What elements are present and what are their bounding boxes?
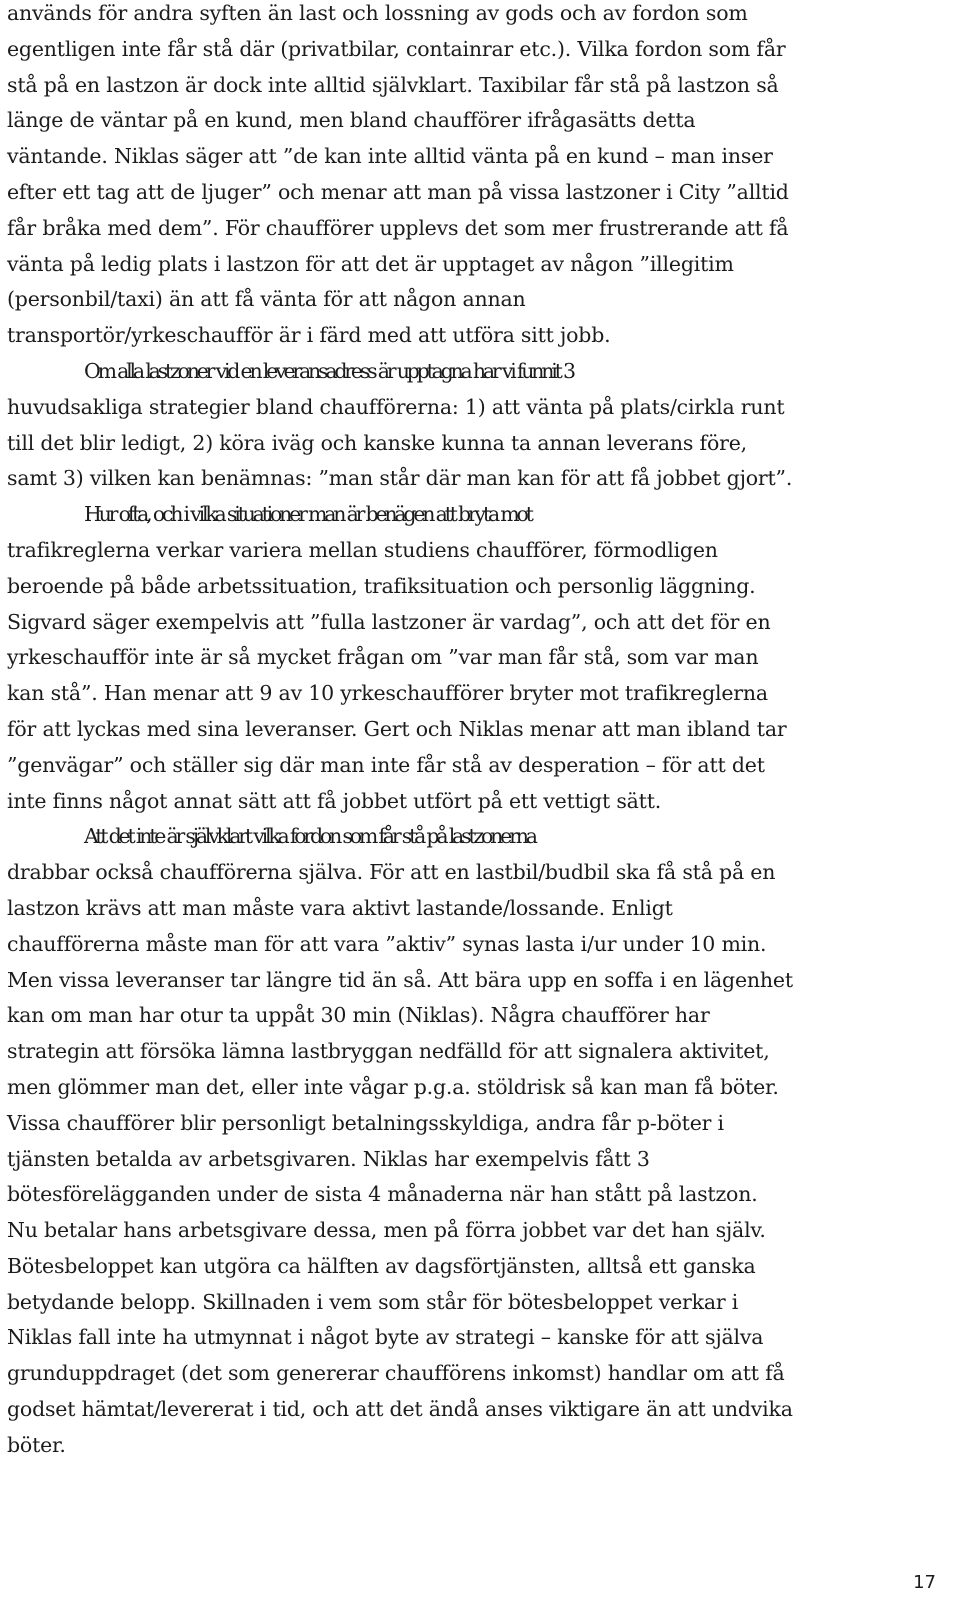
text-line: chaufförerna måste man för att vara ”aktiv” synas lasta i/ur under 10 min. <box>7 931 767 956</box>
text-line: för att lyckas med sina leveranser. Gert och Niklas menar att man ibland tar <box>7 716 787 741</box>
text-line: tjänsten betalda av arbetsgivaren. Niklas har exempelvis fått 3 <box>7 1146 650 1171</box>
page-number: 17 <box>913 1572 936 1593</box>
text-line: vänta på ledig plats i lastzon för att det är upptaget av någon ”illegitim <box>7 251 734 276</box>
text-line: trafikreglerna verkar variera mellan studiens chaufförer, förmodligen <box>7 537 718 562</box>
text-line: inte finns något annat sätt att få jobbet utfört på ett vettigt sätt. <box>7 788 662 813</box>
paragraph-4 <box>7 819 953 1463</box>
text-line: Hur ofta, och i vilka situationer man är benägen att bryta mot <box>84 502 531 527</box>
text-line: bötesförelägganden under de sista 4 månaderna när han stått på lastzon. <box>7 1182 758 1207</box>
text-line: lastzon krävs att man måste vara aktivt lastande/lossande. Enligt <box>7 895 673 920</box>
text-line: får bråka med dem”. För chaufförer upplevs det som mer frustrerande att få <box>7 215 789 240</box>
text-line: godset hämtat/levererat i tid, och att det ändå anses viktigare än att undvika <box>7 1397 793 1422</box>
text-line: kan stå”. Han menar att 9 av 10 yrkeschaufförer bryter mot trafikreglerna <box>7 681 768 706</box>
text-line: Bötesbeloppet kan utgöra ca hälften av dagsförtjänsten, alltså ett ganska <box>7 1253 756 1278</box>
paragraph-1 <box>7 0 953 354</box>
text-line: Vissa chaufförer blir personligt betalningsskyldiga, andra får p-böter i <box>7 1110 724 1135</box>
text-line: Att det inte är självklart vilka fordon som får stå på lastzonerna <box>84 824 535 849</box>
document-body <box>7 0 953 1464</box>
paragraph-2 <box>7 354 953 497</box>
text-line: betydande belopp. Skillnaden i vem som står för bötesbeloppet verkar i <box>7 1289 739 1314</box>
text-line: böter. <box>7 1432 66 1457</box>
text-line: stå på en lastzon är dock inte alltid självklart. Taxibilar får stå på lastzon så <box>7 72 779 97</box>
text-line: ”genvägar” och ställer sig där man inte får stå av desperation – för att det <box>7 752 765 777</box>
text-line: väntande. Niklas säger att ”de kan inte alltid vänta på en kund – man inser <box>7 144 773 169</box>
text-line: men glömmer man det, eller inte vågar p.g.a. stöldrisk så kan man få böter. <box>7 1074 779 1099</box>
text-line: drabbar också chaufförerna själva. För att en lastbil/budbil ska få stå på en <box>7 860 776 885</box>
text-line: huvudsakliga strategier bland chaufförerna: 1) att vänta på plats/cirkla runt <box>7 394 785 419</box>
text-line: transportör/yrkeschaufför är i färd med att utföra sitt jobb. <box>7 323 611 348</box>
text-line: Om alla lastzoner vid en leveransadress är upptagna har vi funnit 3 <box>84 358 573 383</box>
text-line: Sigvard säger exempelvis att ”fulla lastzoner är vardag”, och att det för en <box>7 609 771 634</box>
text-line: till det blir ledigt, 2) köra iväg och kanske kunna ta annan leverans före, <box>7 430 747 455</box>
text-line: Nu betalar hans arbetsgivare dessa, men på förra jobbet var det han själv. <box>7 1218 766 1243</box>
text-line: beroende på både arbetssituation, trafiksituation och personlig läggning. <box>7 573 756 598</box>
paragraph-3 <box>7 497 953 819</box>
text-line: samt 3) vilken kan benämnas: ”man står där man kan för att få jobbet gjort”. <box>7 466 793 491</box>
text-line: grunduppdraget (det som genererar chaufförens inkomst) handlar om att få <box>7 1361 785 1386</box>
text-line: länge de väntar på en kund, men bland chaufförer ifrågasätts detta <box>7 108 696 133</box>
text-line: egentligen inte får stå där (privatbilar, containrar etc.). Vilka fordon som får <box>7 36 786 61</box>
text-line: Men vissa leveranser tar längre tid än så. Att bära upp en soffa i en lägenhet <box>7 967 793 992</box>
text-line: efter ett tag att de ljuger” och menar att man på vissa lastzoner i City ”alltid <box>7 179 789 204</box>
text-line: strategin att försöka lämna lastbryggan nedfälld för att signalera aktivitet, <box>7 1039 770 1064</box>
text-line: kan om man har otur ta uppåt 30 min (Niklas). Några chaufförer har <box>7 1003 710 1028</box>
text-line: Niklas fall inte ha utmynnat i något byte av strategi – kanske för att själva <box>7 1325 764 1350</box>
text-line: yrkeschaufför inte är så mycket frågan om ”var man får stå, som var man <box>7 645 759 670</box>
text-line: används för andra syften än last och lossning av gods och av fordon som <box>7 1 748 25</box>
text-line: (personbil/taxi) än att få vänta för att någon annan <box>7 287 526 312</box>
